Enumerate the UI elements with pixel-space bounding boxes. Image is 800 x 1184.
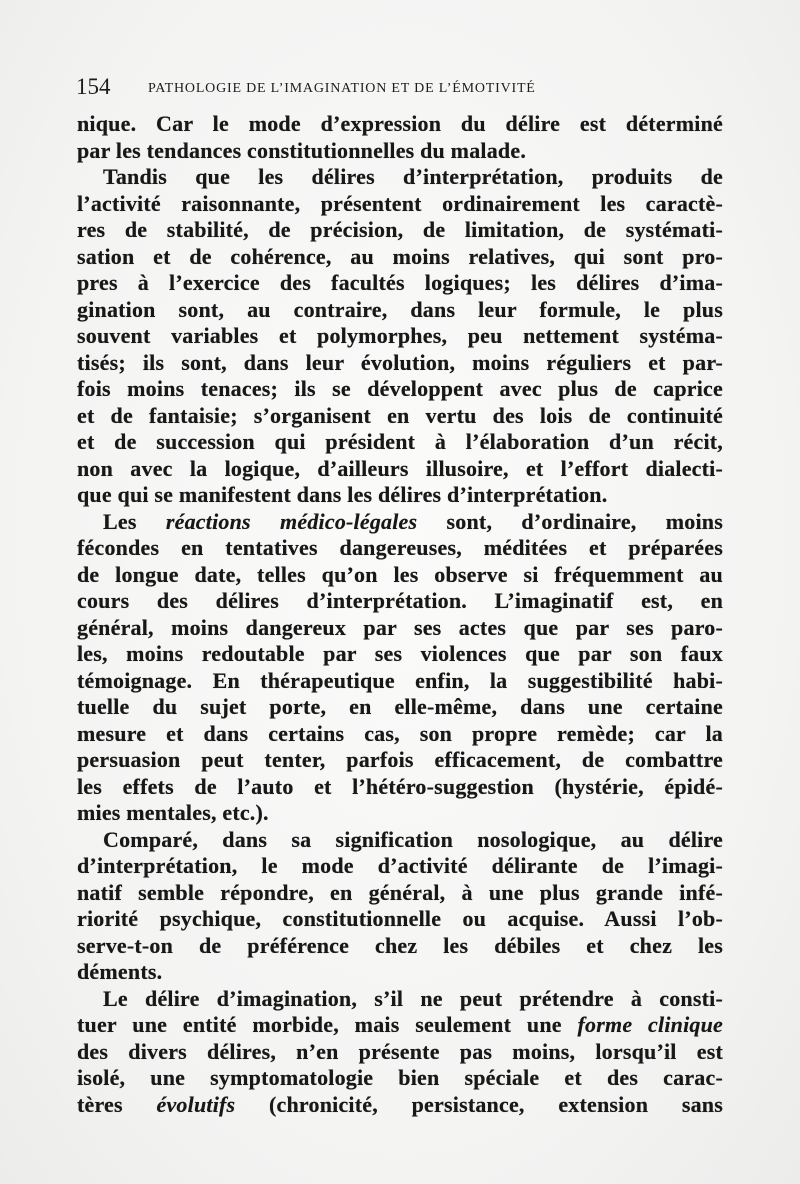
text-line: persuasion peut tenter, parfois efficacement, de combattre: [77, 747, 723, 772]
text-line: natif semble répondre, en général, à une plus grande infé-: [77, 879, 723, 905]
text-line: général, moins dangereux par ses actes que par ses paro-: [77, 614, 723, 640]
text-line: l’activité raisonnante, présentent ordinairement les caractè-: [77, 190, 723, 216]
text-line: non avec la logique, d’ailleurs illusoire, et l’effort dialecti-: [77, 455, 723, 481]
text-line: que qui se manifestent dans les délires d’interprétation.: [77, 482, 608, 507]
text-line: d’interprétation, le mode d’activité délirante de l’imagi-: [77, 853, 723, 878]
text-line: pres à l’exercice des facultés logiques; les délires d’ima-: [77, 270, 723, 295]
text-line: cours des délires d’interprétation. L’imaginatif est, en: [77, 588, 723, 613]
text-line: tisés; ils sont, dans leur évolution, moins réguliers et par-: [77, 349, 723, 375]
text-line: fois moins tenaces; ils se développent avec plus de caprice: [77, 376, 723, 401]
text-line: par les tendances constitutionnelles du malade.: [77, 137, 527, 163]
body-text: [77, 111, 723, 1118]
text-line: de longue date, telles qu’on les observe si fréquemment au: [77, 561, 723, 587]
text-line: sation et de cohérence, au moins relatives, qui sont pro-: [77, 243, 723, 269]
text-line: tères évolutifs (chronicité, persistance, extension sans: [77, 1091, 723, 1117]
text-line: témoignage. En thérapeutique enfin, la suggestibilité habi-: [77, 667, 723, 693]
text-line: souvent variables et polymorphes, peu nettement systéma-: [77, 323, 723, 348]
text-line: tuer une entité morbide, mais seulement une forme clinique: [77, 1012, 723, 1037]
page-number: 154: [76, 74, 111, 99]
text-line: nique. Car le mode d’expression du délire est déterminé: [77, 111, 723, 136]
text-line: gination sont, au contraire, dans leur formule, le plus: [77, 296, 723, 322]
text-line: Comparé, dans sa signification nosologique, au délire: [103, 826, 723, 852]
text-line: et de fantaisie; s’organisent en vertu des lois de continuité: [77, 402, 723, 428]
text-line: serve-t-on de préférence chez les débiles et chez les: [77, 932, 723, 958]
text-line: isolé, une symptomatologie bien spéciale et des carac-: [77, 1065, 723, 1090]
text-line: déments.: [77, 959, 163, 984]
text-line: des divers délires, n’en présente pas moins, lorsqu’il est: [77, 1038, 723, 1064]
text-line: les, moins redoutable par ses violences que par son faux: [77, 641, 723, 666]
text-line: et de succession qui président à l’élaboration d’un récit,: [77, 429, 723, 454]
text-line: Les réactions médico-légales sont, d’ordinaire, moins: [103, 508, 723, 534]
text-line: mies mentales, etc.).: [77, 800, 269, 825]
text-line: Le délire d’imagination, s’il ne peut prétendre à consti-: [103, 985, 723, 1011]
running-title: PATHOLOGIE DE L’IMAGINATION ET DE L’ÉMOTIVITÉ: [148, 81, 536, 96]
text-line: fécondes en tentatives dangereuses, méditées et préparées: [77, 535, 723, 560]
text-line: mesure et dans certains cas, son propre remède; car la: [77, 720, 723, 746]
text-line: riorité psychique, constitutionnelle ou acquise. Aussi l’ob-: [77, 906, 723, 931]
text-line: les effets de l’auto et l’hétéro-suggestion (hystérie, épidé-: [77, 773, 723, 799]
page-header: [76, 68, 726, 108]
text-line: Tandis que les délires d’interprétation, produits de: [103, 164, 723, 189]
text-line: res de stabilité, de précision, de limitation, de systémati-: [77, 217, 723, 242]
text-line: tuelle du sujet porte, en elle-même, dans une certaine: [77, 694, 723, 719]
